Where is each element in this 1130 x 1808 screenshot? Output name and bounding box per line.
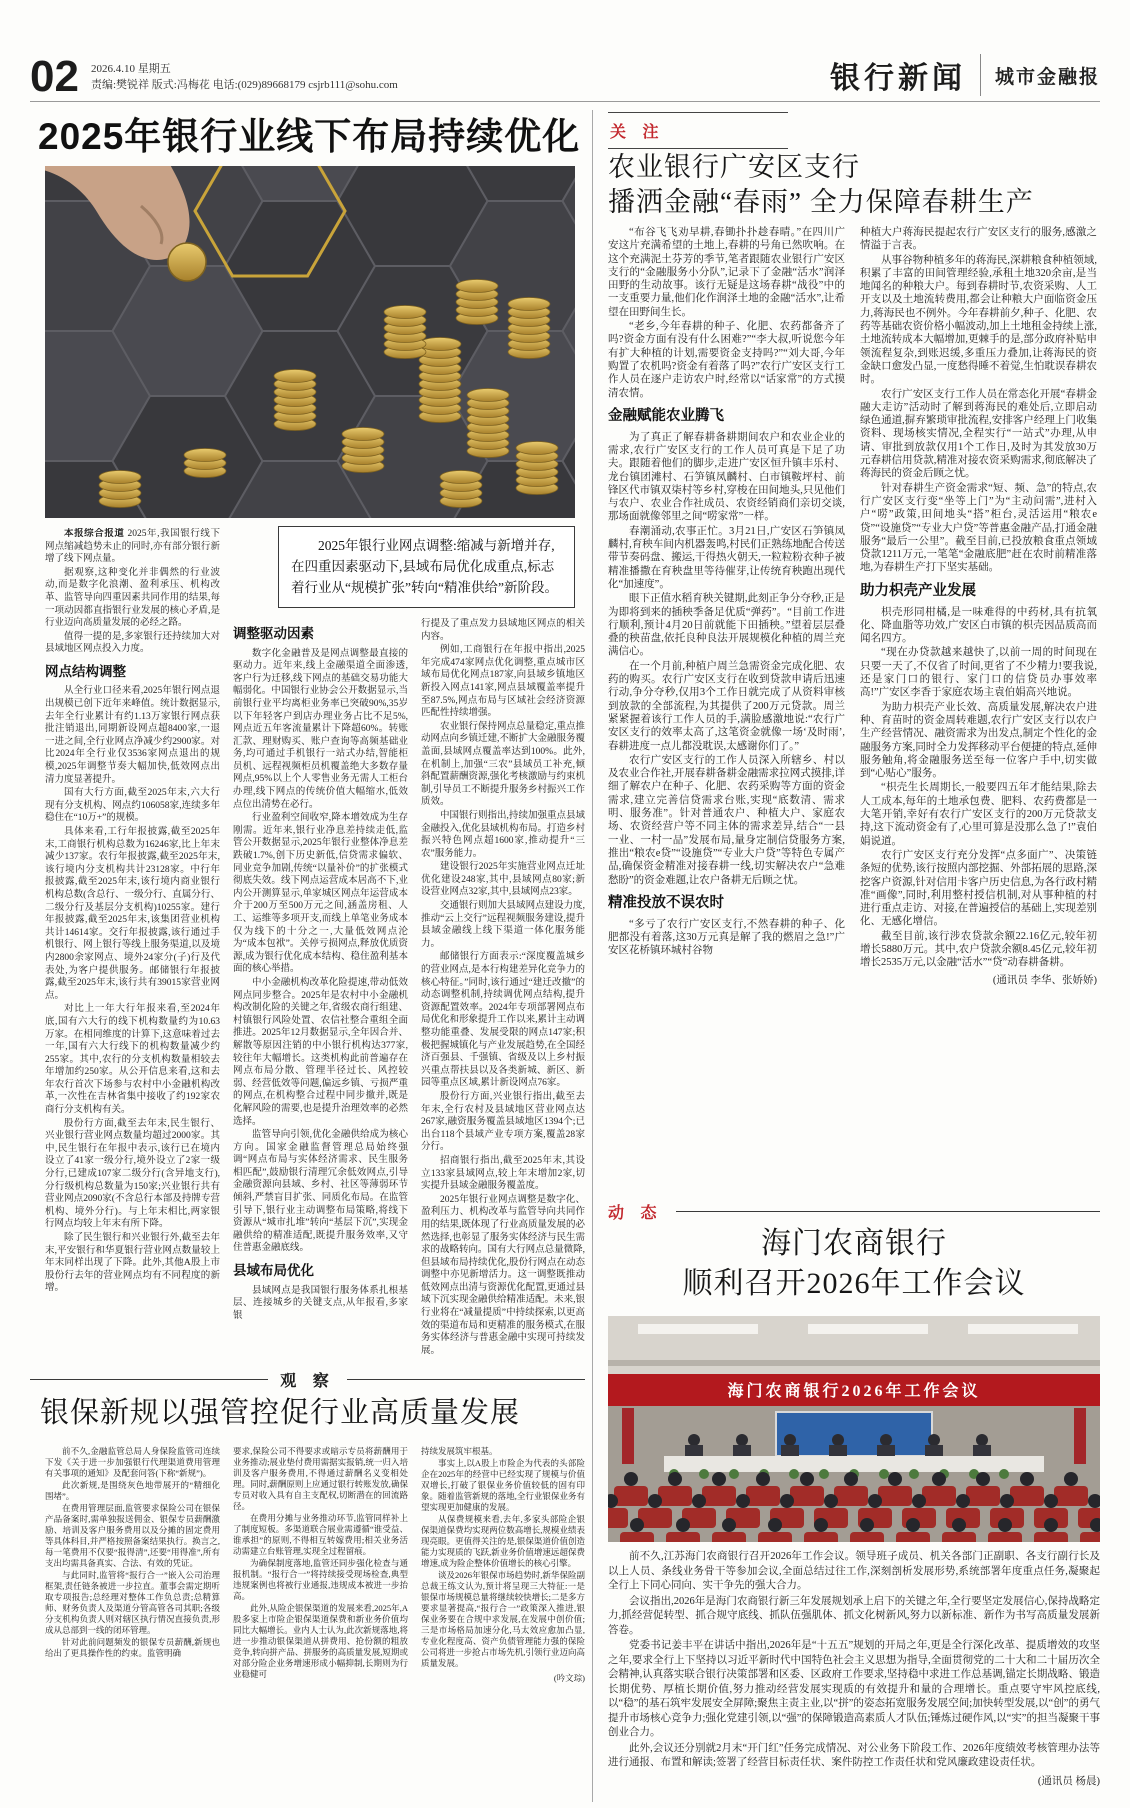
main-article-column-2 <box>233 618 408 1362</box>
paragraph: 国有大行方面,截至2025年末,六大行现有分支机构、网点约106058家,连续多年稳住在“10万+”的规模。 <box>45 788 220 824</box>
focus-headline-line1: 农业银行广安区支行 <box>608 152 860 182</box>
paragraph: 行业盈利空间收窄,降本增效成为生存刚需。近年来,银行业净息差持续走低,监管公开数据显示,2025年银行业整体净息差跌破1.7%,创下历史新低,信贷需求偏软、同业竞争加剧,传统“以量补价”的扩张模式彻底失效。线下网点运营成本居高不下,业内公开测算显示,单家城区网点年运营成本介于200万至500万元之间,涵盖房租、人工、运维等多项开支,而线上单笔业务成本仅为线下的十分之一,大量低效网点沦为“成本包袱”。关停亏损网点,释放优质资源,成为银行优化成本结构、稳住盈利基本面的核心举措。 <box>233 813 408 975</box>
paragraph: “布谷飞飞劝早耕,春锄扑扑趁春晴。”在四川广安这片充满希望的土地上,春耕的号角已然吹响。在这个充满泥土芬芳的季节,笔者跟随农业银行广安区支行的“金融服务小分队”,记录下了金融“活水”润泽田野的生动故事。该行无疑是这场春耕“战役”中的一支重要力量,他们化作润泽土地的金融“活水”,让希望在田野间生长。 <box>608 227 845 318</box>
observe-article-column-3 <box>421 1446 585 1802</box>
paragraph: 在费用管理层面,监管要求保险公司在银保产品备案时,需单独报送佣金、银保专员薪酬激励、培训及客户服务费用以及分摊的固定费用等具体科目,并严格按照备案结果执行。换言之,每一笔费用不仅要“报得清”,还要“用得准”,所有支出均需具备真实、合法、有效的凭证。 <box>45 1503 220 1568</box>
paragraph: 县域网点是我国银行服务体系扎根基层、连接城乡的关键支点,从年报看,多家银 <box>233 1285 408 1321</box>
paragraph: 种植大户蒋海民提起农行广安区支行的服务,感激之情溢于言表。 <box>860 227 1097 252</box>
dynamic-kicker-label: 动 态 <box>608 1205 663 1222</box>
paragraph: 从事谷物种植多年的蒋海民,深耕粮食种植领域,积累了丰富的田间管理经验,承租土地320余亩,是当地闻名的种粮大户。每到春耕时节,农资采购、人工开支以及土地流转费用,都会让种粮大户面临资金压力,蒋海民也不例外。今年春耕前夕,种子、化肥、农药等基础农资价格小幅波动,加上土地租金持续上涨,土地流转成本大幅增加,更棘手的是,部分政府补贴申领流程复杂,到账迟缓,多重压力叠加,让蒋海民的资金缺口愈发凸显,一度愁得睡不着觉,生怕耽误春耕农时。 <box>860 254 1097 386</box>
paragraph: 2025年银行业网点调整是数字化、盈利压力、机构改革与监管导向共同作用的结果,既体现了行业高质量发展的必然选择,也彰显了服务实体经济与民生需求的战略转向。国有大行网点总量微降,但县域布局持续优化,股份行网点在动态调整中亦见新增活力。这一调整既推动低效网点出清与资源优化配置,更通过县域下沉实现金融供给精准适配。未来,银行业将在“减量提质”中持续探索,以更高效的渠道布局和更精准的服务模式,在服务实体经济与普惠金融中实现可持续发展。 <box>421 1194 585 1356</box>
masthead-right <box>830 53 1100 97</box>
paragraph: 建设银行2025年实施营业网点迁址优化建设248家,其中,县域网点80家;新设营业网点32家,其中,县域网点23家。 <box>421 862 585 898</box>
paragraph: 交通银行则加大县域网点建设力度,推动“云上交行”远程视频服务建设,提升县域金融线上线下渠道一体化服务能力。 <box>421 901 585 949</box>
masthead-meta <box>91 61 398 93</box>
paragraph: 枳壳形同柑橘,是一味难得的中药材,具有抗氧化、降血脂等功效,广安区白市镇的枳壳因品质高而闻名四方。 <box>860 606 1097 645</box>
main-headline: 2025年银行业线下布局持续优化 <box>38 116 581 157</box>
issue-date: 2026.4.10 星期五 <box>90 63 171 75</box>
paragraph: 春潮涌动,农事正忙。3月21日,广安区石笋镇凤麟村,育秧车间内机器轰鸣,村民们正熟练地配合传送带节奏码盘、搬运,干得热火朝天,一粒粒粉衣种子被精准播撒在育秧盘里等待催芽,让传统育秧跑出现代化“加速度”。 <box>608 525 845 590</box>
paragraph: 针对春耕生产资金需求“短、频、急”的特点,农行广安区支行变“坐等上门”为“主动问需”,进村入户“唠”政策,田间地头“搭”柜台,灵活运用“粮农e贷”“设施贷”“专业大户贷”等普惠金融产品,打通金融服务“最后一公里”。截至目前,已投放粮食重点领域贷款1211万元,一笔笔“金融底肥”赶在农时前精准落地,为春耕生产打下坚实基础。 <box>860 482 1097 574</box>
paragraph: 中小金融机构改革化险提速,带动低效网点同步整合。2025年是农村中小金融机构改制化险的关键之年,省级农商行组建、村镇银行风险处置、农信社整合重组全面推进。2025年12月数据显示,全年因合并、解散等原因注销的中小银行机构达377家,较往年大幅增长。这类机构此前普遍存在网点布局分散、管理半径过长、风控较弱、经营低效等问题,偏远乡镇、亏损严重的网点,在机构整合过程中同步撤并,既是化解风险的需要,也是提升治理效率的必然选择。 <box>233 977 408 1127</box>
masthead-left <box>30 52 398 101</box>
meeting-room-illustration <box>608 1316 1100 1542</box>
subheadline: 县域布局优化 <box>233 1263 314 1279</box>
paragraph: 为确保制度落地,监管还同步强化检查与通报机制。“报行合一”将持续接受现场检查,典型违规案例也将被行业通报,违规成本被进一步抬高。 <box>233 1558 408 1601</box>
observe-kicker-label: 观 察 <box>280 1373 335 1390</box>
main-article-photo <box>45 166 575 518</box>
page-number: 02 <box>30 52 79 101</box>
dynamic-headline <box>608 1224 1100 1304</box>
paragraph: 为了真正了解春耕备耕期间农户和农业企业的需求,农行广安区支行的工作人员可真是下足了功夫。跟随着他们的脚步,走进广安区恒升镇丰乐村、龙台镇团滩村、石笋镇凤麟村、白市镇鞍坪村、前锋区代市镇双柒村等乡村,穿梭在田间地头,只见他们与农户、农业合作社成员、农资经销商们亲切交谈,那场面就像邻里之间“唠家常”一样。 <box>608 431 845 523</box>
paragraph: “枳壳生长周期长,一般要四五年才能结果,除去人工成本,每年的土地承包费、肥料、农药费都是一大笔开销,幸好有农行广安区支行的200万元贷款支持,这下流动资金有了,心里可算是没那么急了!”袁伯娟说道。 <box>860 782 1097 847</box>
section-title: 银行新闻 <box>829 62 966 95</box>
meeting-photo <box>608 1316 1100 1542</box>
paragraph: 会议指出,2026年是海门农商银行新三年发展规划承上启下的关键之年,全行要坚定发展信心,保持战略定力,抓经营促转型、抓合规守底线、抓队伍强肌体、抓文化树新风,努力以新标准、新作为书写高质量发展新答卷。 <box>608 1595 1100 1636</box>
focus-article-column-2 <box>860 226 1097 1188</box>
paper-name: 城市金融报 <box>994 66 1100 88</box>
byline: (通讯员 杨晨) <box>1037 1775 1100 1787</box>
paragraph: 从保费规模来看,去年,多家头部险企银保渠道保费均实现两位数高增长,规模业绩表现亮眼。更值得关注的是,银保渠道价值创造能力实现质的飞跃,新业务价值增速远超保费增速,成为险企整体价值增长的核心引擎。 <box>421 1514 585 1568</box>
subheadline: 助力枳壳产业发展 <box>860 582 976 599</box>
paragraph: 事实上,以A股上市险企为代表的头部险企在2025年的经营中已经实现了规模与价值双增长,打破了银保业务价值较低的固有印象。随着监管新规的落地,全行业银保业务有望实现更加健康的发展。 <box>421 1458 585 1512</box>
focus-headline <box>608 150 1100 220</box>
byline: (吟文琮) <box>553 1673 585 1683</box>
masthead-divider <box>980 54 981 96</box>
paragraph: 党委书记姜丰平在讲话中指出,2026年是“十五五”规划的开局之年,更是全行深化改革、提质增效的攻坚之年,要求全行上下坚持以习近平新时代中国特色社会主义思想为指导,全面贯彻党的二十大和二十届历次全会精神,认真落实联合银行决策部署和区委、区政府工作要求,坚持稳中求进工作总基调,锚定长期战略、锻造长期优势、厚植长期价值,努力推动经营发展实现质的有效提升和量的合理增长。重点要守牢风控底线,以“稳”的基石筑牢发展安全屏障;聚焦主责主业,以“拼”的姿态拓宽服务发展空间;加快转型发展,以“创”的勇气提升市场核心竞争力;强化党建引领,以“强”的保障锻造高素质人才队伍;锤炼过硬作风,以“实”的担当凝聚干事创业合力。 <box>608 1640 1100 1738</box>
paragraph: 对比上一年大行年报来看,至2024年底,国有六大行的线下机构数量约为10.63万家。在相同维度的计算下,这意味着过去一年,国有六大行线下的机构数量减少约255家。其中,农行的分支机构数量相较去年增加约250家。从公开信息来看,这和去年农行首次下场参与农村中小金融机构改革,一次性在吉林省集中接收了约192家农商行分支机构有关。 <box>45 1004 220 1116</box>
focus-article-column-1 <box>608 226 845 1188</box>
paragraph: 股份行方面,兴业银行指出,截至去年末,全行农村及县域地区营业网点达267家,融资服务覆盖县域地区1394个;已出台118个县域产业专项方案,覆盖28家分行。 <box>421 1091 585 1153</box>
dynamic-headline-line1: 海门农商银行 <box>761 1227 947 1260</box>
paragraph: 行提及了重点发力县域地区网点的相关内容。 <box>421 619 585 642</box>
paragraph: 数字化金融普及是网点调整最直接的驱动力。近年来,线上金融渠道全面渗透,客户行为迁移,线下网点的基础交易功能大幅弱化。中国银行业协会公开数据显示,当前银行业平均离柜业务率已突破90%,35岁以下年轻客户到店办理业务占比不足5%,网点近五年客流量累计下降超60%。转账汇款、理财购买、账户查询等高频基础业务,均可通过手机银行一站式办结,智能柜员机、远程视频柜员机覆盖绝大多数存量网点,95%以上个人零售业务无需人工柜台办理,线下网点的传统价值大幅缩水,低效点位出清势在必行。 <box>233 648 408 810</box>
paragraph: 农业银行保持网点总量稳定,重点推动网点向乡镇迁建,不断扩大金融服务覆盖面,县域网点覆盖率达到100%。此外,在机制上,加强“三农”县域员工补充,倾斜配置薪酬资源,强化考核激励与约束机制,引导员工不断提升服务乡村振兴工作质效。 <box>421 721 585 808</box>
masthead <box>30 52 1100 102</box>
page-column-divider <box>592 110 593 1802</box>
paragraph: 在费用分摊与业务推动环节,监管同样补上了制度短板。多渠道联合展业需遵循“谁受益、谁承担”的原则,不得相互转嫁费用;相关业务活动需建立台账管理,实现全过程留痕。 <box>233 1513 408 1556</box>
dynamic-kicker <box>608 1200 1100 1223</box>
paragraph: 例如,工商银行在年报中指出,2025年完成474家网点优化调整,重点城市区域布局优化网点187家,向县域乡镇地区新投入网点141家,网点县域覆盖率提升至87.5%,网点布局与区域社会经济资源匹配性持续增强。 <box>421 645 585 719</box>
dynamic-headline-line2: 顺利召开2026年工作会议 <box>682 1267 1026 1300</box>
banner-text: 海门农商银行2026年工作会议 <box>727 1383 981 1400</box>
paragraph: 邮储银行方面表示:“深度覆盖城乡的营业网点,是本行构建差异化竞争力的核心特征。”同时,该行通过“建迁改撤”的动态调整机制,持续调优网点结构,提升资源配置效率。2024年专项部署网点布局优化和形象提升工作以来,累计主动调整功能重叠、发展受限的网点147家;积极把握城镇化与产业发展趋势,在全国经济百强县、千强镇、省级及以上乡村振兴重点帮扶县以及各类新城、新区、新园等重点区域,累计新设网点76家。 <box>421 952 585 1089</box>
summary-text: 2025年银行业网点调整:缩减与新增并存,在四重因素驱动下,县域布局优化成重点,标志着行业从“规模扩张”转向“精准供给”新阶段。 <box>291 538 558 595</box>
paragraph: 据观察,这种变化并非偶然的行业波动,而是数字化浪潮、盈利承压、机构改革、监管导向四重因素共同作用的结果,每一项动因都直指银行业发展的核心矛盾,是行业迈向高质量发展的必经之路。 <box>45 567 220 629</box>
main-article-column-3 <box>421 618 585 1362</box>
observe-article-column-2 <box>233 1446 408 1802</box>
paragraph: 前不久,江苏海门农商银行召开2026年工作会议。领导班子成员、机关各部门正副职、各支行副行长及以上人员、条线业务骨干等参加会议,全面总结过往工作,深刻剖析发展形势,系统部署年度重点任务,凝聚起全行上下同心同向、实干争先的强大合力。 <box>608 1551 1100 1591</box>
paragraph: 持续发展筑牢根基。 <box>421 1446 498 1456</box>
paragraph: 农行广安区支行的工作人员深入所辖乡、村以及农业合作社,开展春耕备耕金融需求拉网式摸排,详细了解农户在种子、化肥、农药采购等方面的资金需求,建立完善信贷需求台账,实现“底数清、需求明、服务准”。针对普通农户、种植大户、家庭农场、农资经营户等不同主体的需求差异,结合“一县一业、一村一品”发展布局,量身定制信贷服务方案,推出“粮农e贷”“设施贷”“专业大户贷”等特色专属产品,确保资金精准对接春耕一线,切实解决农户“急难愁盼”的资金难题,让农户备耕无后顾之忧。 <box>608 754 845 886</box>
focus-headline-line2: 播洒金融“春雨” 全力保障春耕生产 <box>608 187 1034 217</box>
paragraph: 除了民生银行和兴业银行外,截至去年末,平安银行和华夏银行营业网点数量较上年末同样出现了下降。此外,其他A股上市股份行去年的营业网点均有不同程度的新增。 <box>45 1233 220 1294</box>
subheadline: 网点结构调整 <box>45 663 126 679</box>
paragraph: 要求,保险公司不得要求或暗示专员将薪酬用于业务推动;展业垫付费用需据实报销,统一归入培训及客户服务费用,不得通过薪酬名义变相处理。同时,薪酬原则上应通过银行转账发放,确保专员对收入具有自主支配权,切断潜在的回流路径。 <box>233 1446 408 1511</box>
paragraph: 谈及2026年银保市场趋势时,新华保险副总裁王练文认为,预计将呈现三大特征:一是银保市场规模总量将继续较快增长;二是多方要求显著提高,“报行合一”政策深入推进,银保业务要在合规中求发展,在发展中创价值;三是市场格局加速分化,马太效应愈加凸显,专业化程度高、资产负债管理能力强的保险公司将进一步抢占市场先机,引领行业迈向高质量发展。 <box>421 1570 585 1668</box>
subheadline: 精准投放不误农时 <box>608 894 724 911</box>
paragraph: 招商银行指出,截至2025年末,其设立133家县域网点,较上年末增加2家,切实提升县域金融服务覆盖度。 <box>421 1155 585 1192</box>
paragraph: 农行广安区支行工作人员在常态化开展“春耕金融大走访”活动时了解到蒋海民的难处后,立即启动绿色通道,摒弃繁琐审批流程,安排客户经理上门收集资料、现场核实情况,全程实行“一站式”办理,从申请、审批到放款仅用1个工作日,及时为其发放30万元春耕信用贷款,精准对接农资采购需求,彻底解决了蒋海民的资金后顾之忧。 <box>860 388 1097 480</box>
observe-headline: 银保新规以强管控促行业高质量发展 <box>40 1397 521 1429</box>
paragraph: “老乡,今年春耕的种子、化肥、农药都备齐了吗?资金方面有没有什么困难?”“李大叔,听说您今年有扩大种植的计划,需要资金支持吗?”“刘大哥,今年购置了农机吗?资金有着落了吗?”农行广安区支行工作人员在逐户走访农户时,经常以“话家常”的方式摸清农情。 <box>608 321 845 399</box>
paragraph: 股份行方面,截至去年末,民生银行、兴业银行营业网点数量均超过2000家。其中,民生银行在年报中表示,该行已在境内设立了41家一级分行,境外设立了2家一级分行,已建成107家二级分行(含异地支行),分行级机构总数量为150家;兴业银行共有营业网点2090家(不含总行本部及持牌专营机构、境外分行)。与上年末相比,两家银行网点均较上年末有所下降。 <box>45 1118 220 1230</box>
paragraph: 中国银行则指出,持续加强重点县域金融投入,优化县域机构布局。打造乡村振兴特色网点超1600家,推动提升“三农”服务能力。 <box>421 810 585 859</box>
paragraph: “多亏了农行广安区支行,不然春耕的种子、化肥都没有着落,这30万元真是解了我的燃眉之急!”广安区花桥镇环城村谷物 <box>608 918 845 957</box>
subheadline: 调整驱动因素 <box>233 626 314 641</box>
paragraph: 截至目前,该行涉农贷款余额22.16亿元,较年初增长5880万元。其中,农户贷款余额8.45亿元,较年初增长2535万元,以金融“活水”“贷”动春耕备耕。 <box>860 930 1097 969</box>
observe-kicker-rule-right <box>347 1379 585 1380</box>
byline: (通讯员 李华、张娇娇) <box>992 974 1097 986</box>
paragraph: 具体来看,工行年报披露,截至2025年末,工商银行机构总数为16246家,比上年末减少137家。农行年报披露,截至2025年末,该行境内分支机构共计23128家。中行年报披露,截至2025年末,该行境内商业银行机构总数(含总行、一级分行、直属分行、二级分行及基层分支机构)10255家。建行年报披露,截至2025年末,该集团营业机构共计14614家。交行年报披露,该行通过手机银行、网上银行等线上服务渠道,以及境内2800余家网点、境外24家分(子)行及代表处,为客户提供服务。邮储银行年报披露,截至2025年末,该行共有39015家营业网点。 <box>45 827 220 1001</box>
subheadline: 金融赋能农业腾飞 <box>608 407 724 424</box>
dynamic-kicker-rule <box>676 1211 1100 1212</box>
focus-kicker <box>608 112 788 149</box>
observe-kicker <box>30 1368 585 1391</box>
paragraph: 本报综合报道 2025年,我国银行线下网点缩减趋势未止的同时,亦有部分银行新增了线下网点量。 <box>45 529 220 565</box>
observe-article-column-1 <box>45 1446 220 1802</box>
paragraph: 为助力枳壳产业长效、高质量发展,解决农户进种、育苗时的资金周转难题,农行广安区支行以农户生产经营情况、融资需求为出发点,制定个性化的金融服务方案,同时全力发挥移动平台便捷的特点,延伸服务触角,将金融服务送至每一位客户手中,切实做到“心贴心”服务。 <box>860 701 1097 780</box>
dynamic-article-body <box>608 1550 1100 1802</box>
paragraph: 与此同时,监管将“报行合一”嵌入公司治理框架,责任链条被进一步拉直。董事会需定期听取专项报告;总经理对整体工作负总责;总精算师、财务负责人及渠道分管高管各司其职;各级分支机构负责人则对辖区执行情况直接负责,形成从总部到一线的闭环管理。 <box>45 1570 220 1635</box>
staff-line: 责编:樊锐祥 版式:冯梅花 电话:(029)89668179 csjrb111@sohu.com <box>90 79 398 91</box>
paragraph: 此次新规,是围绕灰色地带展开的“精细化围堵”。 <box>45 1480 220 1501</box>
paragraph: 农行广安区支行充分发挥“点多面广”、决策链条短的优势,该行按照内部挖掘、外部拓展的思路,深挖客户资源,针对信用卡客户历史信息,为各行政村精准“画像”,同时,利用整村授信机制,对从事种植的村进行重点走访、对接,在普遍授信的基础上,实现差别化、无感化增信。 <box>860 849 1097 928</box>
observe-kicker-rule-left <box>30 1379 268 1380</box>
paragraph: 监管导向引领,优化金融供给成为核心方向。国家金融监督管理总局始终强调“网点布局与实体经济需求、民生服务相匹配”,鼓励银行清理冗余低效网点,引导金融资源向县域、乡村、社区等薄弱环节倾斜,严禁盲目扩张、同质化布局。在监管引导下,银行业主动调整布局策略,将线下资源从“城市扎堆”转向“基层下沉”,实现金融供给的精准适配,既提升服务效率,又守住普惠金融底线。 <box>233 1130 408 1254</box>
focus-kicker-label: 关 注 <box>610 124 665 141</box>
main-article-column-1 <box>45 528 220 1362</box>
paragraph: 针对此前问题频发的银保专员薪酬,新规也给出了更具操作性的约束。监管明确 <box>45 1637 220 1658</box>
paragraph: 从全行业口径来看,2025年银行网点退出规模已创下近年来峰值。统计数据显示,去年全行业累计有约1.13万家银行网点获批注销退出,同期新设网点超8400家,一退一进之间,全行业网点净减少约2900家。对比2024年全行业仅3536家网点退出的规模,2025年调整节奏大幅加快,低效网点出清力度显著提升。 <box>45 686 220 785</box>
summary-box <box>278 526 575 608</box>
paragraph: 此外,从险企银保渠道的发展来看,2025年,A股多家上市险企银保渠道保费和新业务价值均同比大幅增长。业内人士认为,此次新规落地,将进一步推动银保渠道从拼费用、抢份额的粗放竞争,转向拼产品、拼服务的高质量发展,短期或对部分险企业务增速形成小幅抑制,长期则为行业稳健可 <box>233 1603 408 1679</box>
paragraph: 在一个月前,种植户周兰急需资金完成化肥、农药的购买。农行广安区支行在收到贷款申请后迅速行动,争分夺秒,仅用3个工作日就完成了从资料审核到放款的全部流程,为其提供了200万元贷款。周兰紧紧握着该行工作人员的手,满脸感激地说:“农行广安区支行的效率太高了,这笔资金就像一场‘及时雨’,春耕进度一点儿都没耽误,太感谢你们了。” <box>608 660 845 752</box>
paragraph: 眼下正值水稻育秧关键期,此刻正争分夺秒,正是为即将到来的插秧季备足优质“弹药”。“目前工作进行顺利,预计4月20日前就能下田插秧。”望着层层叠叠的秧苗盘,依托良种良法开展规模化种植的周兰充满信心。 <box>608 593 845 658</box>
paragraph: 前不久,金融监管总局人身保险监管司连续下发《关于进一步加强银行代理渠道费用管理有关事项的通知》及配套问答(下称“新规”)。 <box>45 1446 220 1478</box>
coins-illustration <box>45 166 575 518</box>
paragraph: 此外,会议还分别就2月末“开门红”任务完成情况、对公业务下阶段工作、2026年度绩效考核管理办法等进行通报、布置和解读;签署了经营目标责任状、案件防控工作责任状和党风廉政建设责任状。 <box>608 1742 1100 1768</box>
paragraph: “现在办贷款越来越快了,以前一周的时间现在只要一天了,不仅省了时间,更省了不少精力!要我说,还是家门口的银行、家门口的信贷员办事效率高!”广安区李香于家庭农场主袁伯娟高兴地说。 <box>860 647 1097 699</box>
paragraph: 值得一提的是,多家银行还持续加大对县域地区网点投入力度。 <box>45 631 220 655</box>
